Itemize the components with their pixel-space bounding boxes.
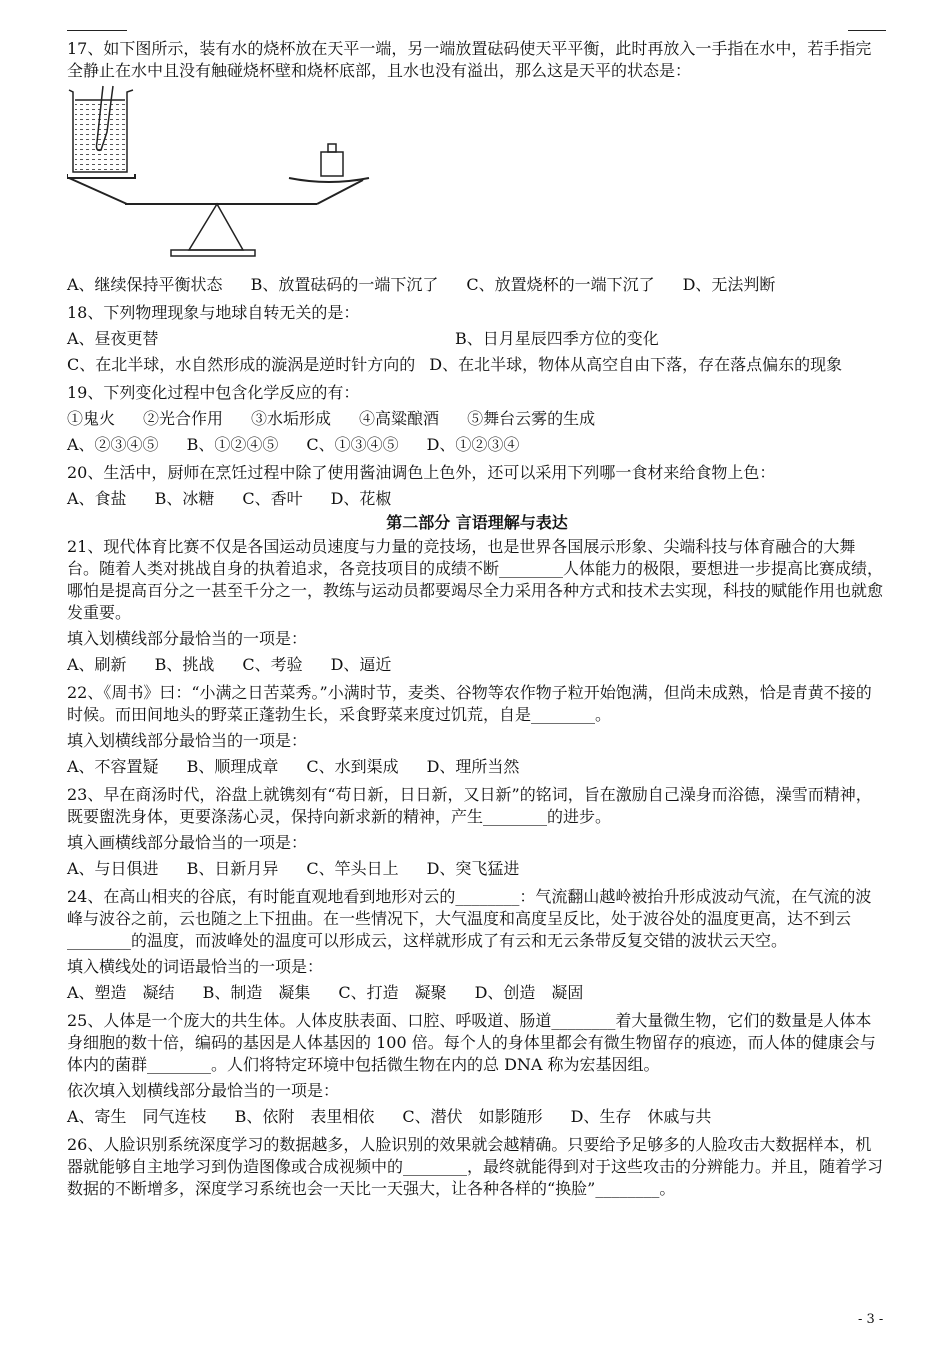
q20-option-c: C、香叶: [242, 489, 303, 508]
q19-option-a: A、②③④⑤: [67, 435, 159, 454]
q19-stem: 19、下列变化过程中包含化学反应的有：: [67, 383, 360, 402]
q23-options: [67, 858, 887, 880]
q20-option-b: B、冰糖: [154, 489, 215, 508]
q19-item-1: ①鬼火: [67, 409, 116, 428]
q22-option-b: B、顺理成章: [186, 757, 279, 776]
q18-option-c: C、在北半球，水自然形成的漩涡是逆时针方向的: [67, 355, 416, 374]
page-content: [67, 38, 887, 1200]
q25-option-c: C、潜伏 如影随形: [402, 1107, 543, 1126]
balance-figure: [67, 82, 387, 274]
q24-options: [67, 982, 887, 1004]
q19-option-d: D、①②③④: [426, 435, 520, 454]
q20-option-d: D、花椒: [330, 489, 392, 508]
q22-prompt: 填入划横线部分最恰当的一项是：: [67, 731, 308, 750]
q19-item-3: ③水垢形成: [251, 409, 332, 428]
q21-option-a: A、刷新: [67, 655, 127, 674]
q21-option-c: C、考验: [242, 655, 303, 674]
q18-options-row2: [67, 354, 887, 376]
q19-item-2: ②光合作用: [143, 409, 224, 428]
q18-option-b: B、日月星辰四季方位的变化: [455, 329, 659, 348]
q25-options: [67, 1106, 887, 1128]
q21-prompt: 填入划横线部分最恰当的一项是：: [67, 629, 308, 648]
q26-stem: 26、人脸识别系统深度学习的数据越多，人脸识别的效果就会越精确。只要给予足够多的人脸攻击大数据样本，机器就能够自主地学习到伪造图像或合成视频中的________，最终就能得到对于这些攻击的分辨能力。并且，随着学习数据的不断增多，深度学习系统也会一天比一天强大，让各种各样的“换脸”________。: [67, 1135, 884, 1198]
q21-stem: 21、现代体育比赛不仅是各国运动员速度与力量的竞技场，也是世界各国展示形象、尖端科技与体育融合的大舞台。随着人类对挑战自身的执着追求，各竞技项目的成绩不断________人体能力的极限，要想进一步提高比赛成绩，哪怕是提高百分之一甚至千分之一，教练与运动员都要竭尽全力采用各种方式和技术去实现，科技的赋能作用也就愈发重要。: [67, 537, 884, 622]
q19-option-c: C、①③④⑤: [306, 435, 399, 454]
header-rule-right: [848, 30, 886, 31]
q24-option-b: B、制造 凝集: [202, 983, 311, 1002]
q22-option-d: D、理所当然: [426, 757, 520, 776]
q23-option-b: B、日新月异: [186, 859, 279, 878]
q24-stem: 24、在高山相夹的谷底，有时能直观地看到地形对云的________：气流翻山越岭被抬升形成波动气流，在气流的波峰与波谷之前，云也随之上下扭曲。在一些情况下，大气温度和高度呈反比，处于波谷处的温度更高，达不到云________的温度，而波峰处的温度可以形成云，这样就形成了有云和无云条带反复交错的波状云天空。: [67, 887, 872, 950]
q17-option-d: D、无法判断: [682, 275, 776, 294]
section-title: 第二部分 言语理解与表达: [386, 513, 568, 532]
q17-option-c: C、放置烧杯的一端下沉了: [466, 275, 655, 294]
q19-options: [67, 434, 887, 456]
q18-options-row1: [67, 328, 887, 350]
q21-option-b: B、挑战: [154, 655, 215, 674]
q25-option-b: B、依附 表里相依: [234, 1107, 375, 1126]
q17-option-b: B、放置砝码的一端下沉了: [250, 275, 439, 294]
q23-stem: 23、早在商汤时代，浴盘上就镌刻有“苟日新，日日新，又日新”的铭词，旨在激励自己澡身而浴德，澡雪而精神，既要盥洗身体，更要涤荡心灵，保持向新求新的精神，产生________的进步。: [67, 785, 872, 826]
q22-option-a: A、不容置疑: [67, 757, 159, 776]
q25-stem: 25、人体是一个庞大的共生体。人体皮肤表面、口腔、呼吸道、肠道________着大量微生物，它们的数量是人体本身细胞的数十倍，编码的基因是人体基因的 100 倍。每个人的身体里都会有微生物留存的痕迹，而人体的健康会与体内的菌群________。人们将特定环境中包括微生物在内的总 DNA 称为宏基因组。: [67, 1011, 876, 1074]
q19-items: [67, 408, 887, 430]
q19-option-b: B、①②④⑤: [186, 435, 279, 454]
q25-option-a: A、寄生 同气连枝: [67, 1107, 207, 1126]
q21-option-d: D、逼近: [330, 655, 392, 674]
q20-stem: 20、生活中，厨师在烹饪过程中除了使用酱油调色上色外，还可以采用下列哪一食材来给食物上色：: [67, 463, 776, 482]
q20-option-a: A、食盐: [67, 489, 127, 508]
q24-option-d: D、创造 凝固: [474, 983, 584, 1002]
q24-option-a: A、塑造 凝结: [67, 983, 175, 1002]
weight-block: [321, 144, 343, 176]
q17-option-a: A、继续保持平衡状态: [67, 275, 223, 294]
q19-item-4: ④高粱酿酒: [359, 409, 440, 428]
q18-option-d: D、在北半球，物体从高空自由下落，存在落点偏东的现象: [429, 355, 843, 374]
beaker-with-water: [69, 86, 133, 172]
q22-stem: 22、《周书》曰：“小满之日苦菜秀。”小满时节，麦类、谷物等农作物子粒开始饱满，但尚未成熟，恰是青黄不接的时候。而田间地头的野菜正蓬勃生长，采食野菜来度过饥荒，自是________。: [67, 683, 872, 724]
balance-scale-diagram: [67, 82, 387, 274]
q22-option-c: C、水到渠成: [306, 757, 399, 776]
q25-option-d: D、生存 休戚与共: [570, 1107, 712, 1126]
q18-stem: 18、下列物理现象与地球自转无关的是：: [67, 303, 360, 322]
q22-options: [67, 756, 887, 778]
q24-option-c: C、打造 凝聚: [338, 983, 447, 1002]
q17-stem: 17、如下图所示，装有水的烧杯放在天平一端，另一端放置砝码使天平平衡，此时再放入一手指在水中，若手指完全静止在水中且没有触碰烧杯壁和烧杯底部，且水也没有溢出，那么这是天平的状态是：: [67, 39, 872, 80]
q23-option-d: D、突飞猛进: [426, 859, 520, 878]
header-rule-left: [67, 30, 127, 31]
page-number: - 3 -: [858, 1312, 884, 1327]
q23-option-a: A、与日俱进: [67, 859, 159, 878]
q23-prompt: 填入画横线部分最恰当的一项是：: [67, 833, 308, 852]
q20-options: [67, 488, 887, 510]
q24-prompt: 填入横线处的词语最恰当的一项是：: [67, 957, 324, 976]
q25-prompt: 依次填入划横线部分最恰当的一项是：: [67, 1081, 340, 1100]
q23-option-c: C、竿头日上: [306, 859, 399, 878]
q21-options: [67, 654, 887, 676]
q17-options: [67, 274, 887, 296]
q19-item-5: ⑤舞台云雾的生成: [467, 409, 596, 428]
q18-option-a: A、昼夜更替: [67, 329, 159, 348]
